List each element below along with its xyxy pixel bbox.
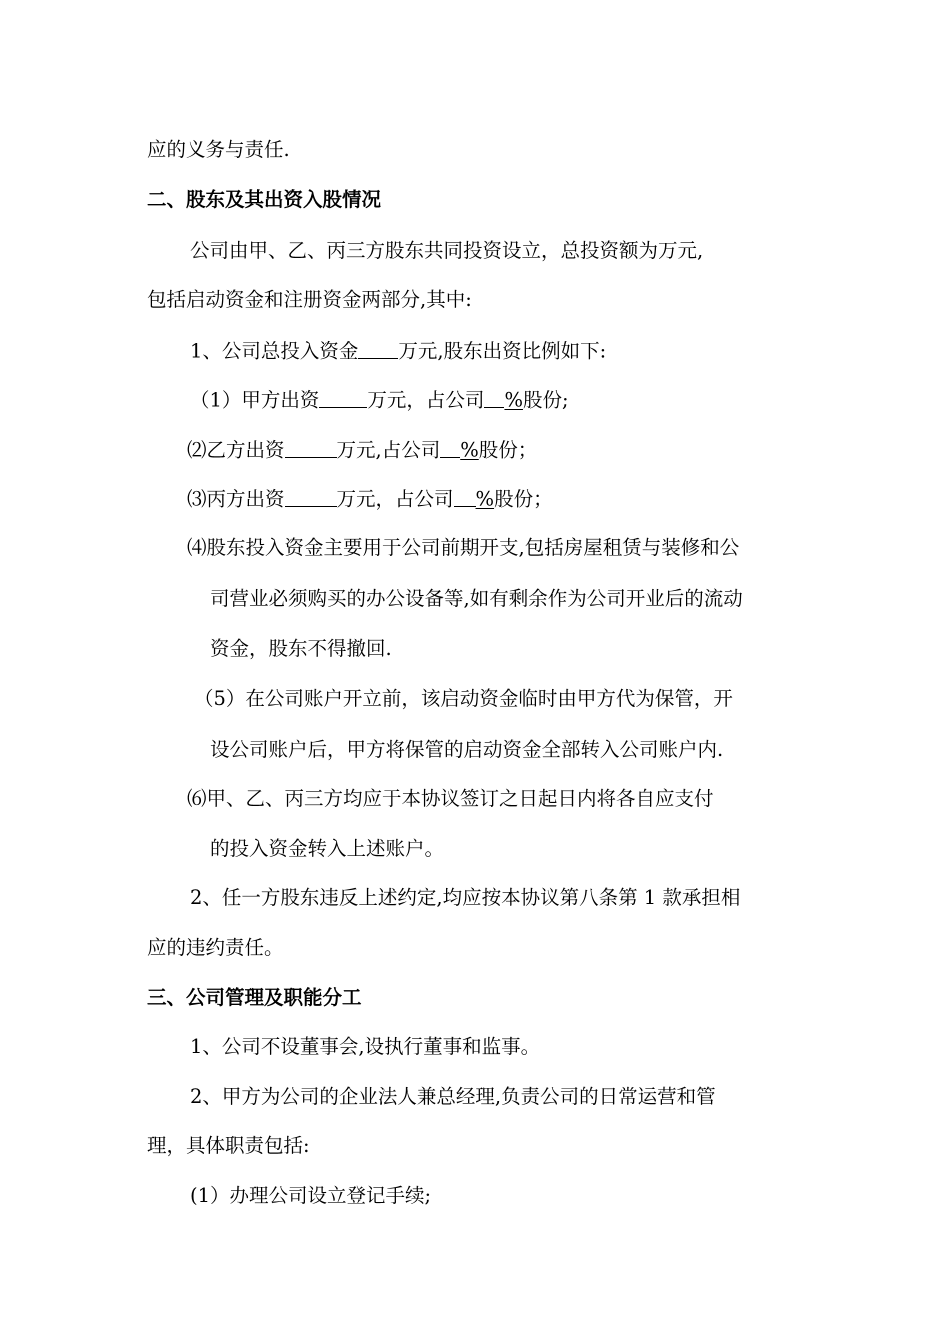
blank-field [358, 340, 398, 359]
clause-text: ⑶丙方出资 [187, 487, 285, 511]
text-line: （5）在公司账户开立前，该启动资金临时由甲方代为保管，开 [194, 687, 733, 710]
blank-field [484, 389, 504, 408]
text-line: 理，具体职责包括: [147, 1134, 310, 1157]
text-line: 2、甲方为公司的企业法人兼总经理,负责公司的日常运营和管 [190, 1085, 716, 1108]
sub-clause-2 [187, 439, 537, 460]
clause-text: 股份； [478, 438, 538, 462]
text-line: ⑷股东投入资金主要用于公司前期开支,包括房屋租赁与装修和公 [187, 536, 740, 559]
percent-sign: % [504, 388, 523, 412]
section-heading-3: 三、公司管理及职能分工 [147, 986, 362, 1009]
text-line: 2、任一方股东违反上述约定,均应按本协议第八条第 1 款承担相 [190, 886, 741, 909]
clause-text: 股份; [522, 388, 569, 412]
clause-text: 万元,股东出资比例如下: [398, 339, 607, 363]
text-line: ⑹甲、乙、丙三方均应于本协议签订之日起日内将各自应支付 [187, 787, 714, 810]
text-line: (1）办理公司设立登记手续; [190, 1184, 432, 1207]
clause-text: 万元，占公司 [336, 487, 454, 511]
text-line: 1、公司不设董事会,设执行董事和监事。 [190, 1035, 541, 1058]
blank-field [454, 488, 476, 507]
clause-text: （1）甲方出资 [190, 388, 320, 412]
text-line: 应的违约责任。 [147, 936, 284, 959]
clause-text: ⑵乙方出资 [187, 438, 285, 462]
text-line: 设公司账户后，甲方将保管的启动资金全部转入公司账户内. [210, 738, 724, 761]
clause-text: 1、公司总投入资金 [190, 339, 359, 363]
text-line: 应的义务与责任. [147, 138, 290, 161]
clause-text: 万元,占公司 [336, 438, 441, 462]
text-line: 的投入资金转入上述账户。 [210, 837, 445, 860]
clause-1 [190, 340, 606, 361]
text-line: 公司由甲、乙、丙三方股东共同投资设立，总投资额为万元, [190, 239, 704, 262]
blank-field [285, 488, 337, 507]
blank-field [440, 439, 460, 458]
text-line: 司营业必须购买的办公设备等,如有剩余作为公司开业后的流动 [210, 587, 743, 610]
text-line: 资金，股东不得撤回. [210, 637, 392, 660]
percent-sign: % [460, 438, 479, 462]
clause-text: 万元，占公司 [367, 388, 485, 412]
sub-clause-1 [190, 389, 569, 410]
percent-sign: % [475, 487, 495, 511]
blank-field [319, 389, 367, 408]
text-line: 包括启动资金和注册资金两部分,其中: [147, 288, 472, 311]
section-heading-2: 二、股东及其出资入股情况 [147, 188, 382, 211]
sub-clause-3 [187, 488, 553, 509]
clause-text: 股份； [494, 487, 553, 511]
blank-field [285, 439, 337, 458]
